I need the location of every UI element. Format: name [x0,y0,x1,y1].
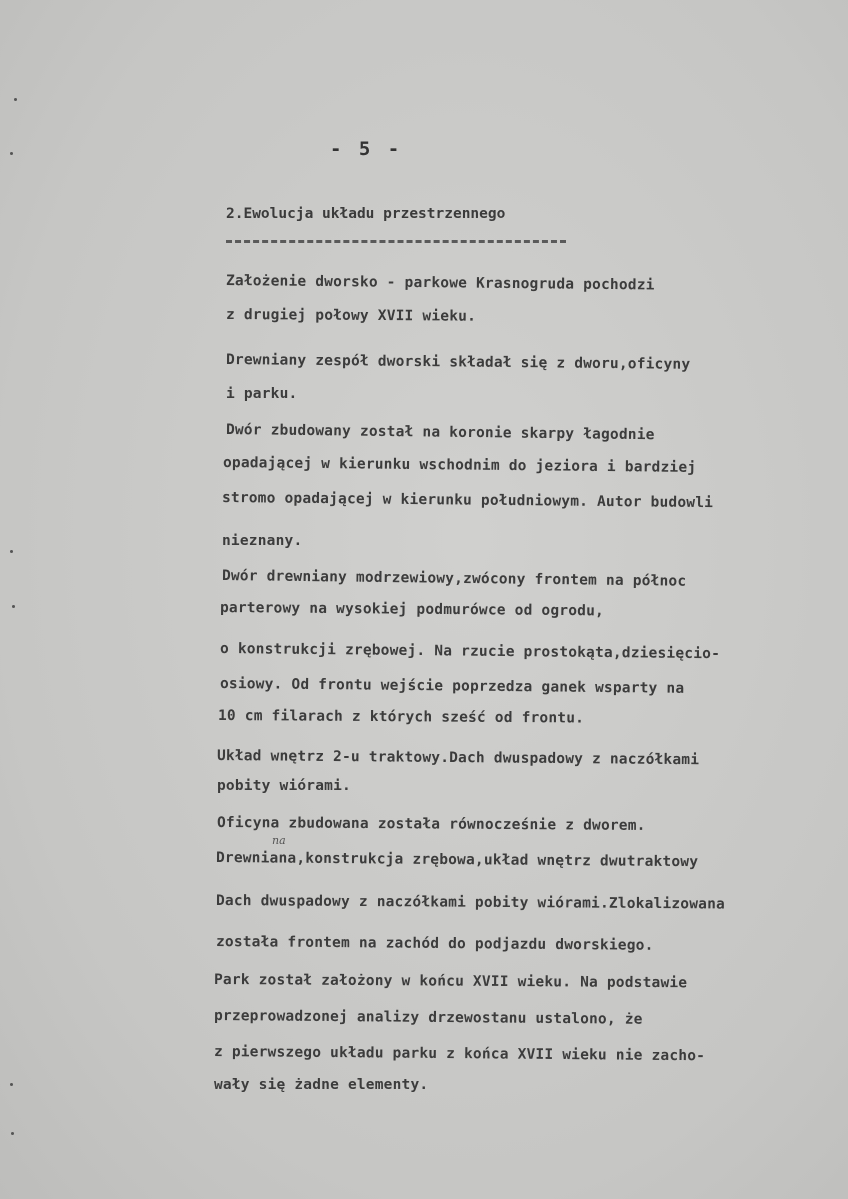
text-line: Oficyna zbudowana została równocześnie z dworem. [216,815,646,834]
section-heading: 2.Ewolucja układu przestrzennego [226,206,506,222]
heading-underline [226,240,566,243]
text-line: osiowy. Od frontu wejście poprzedza ganek wsparty na [219,676,685,697]
text-line: z pierwszego układu parku z końca XVII wieku nie zacho- [213,1044,706,1065]
margin-mark [14,98,17,101]
text-line: i parku. [226,386,298,402]
margin-mark [12,605,15,608]
text-line: Dwór zbudowany został na koronie skarpy łagodnie [225,422,655,444]
text-line: wały się żadne elementy. [214,1077,429,1093]
text-line: Drewniana,konstrukcja zrębowa,układ wnętrz dwutraktowy [215,850,699,871]
handwritten-annotation: na [272,834,286,847]
text-line: parterowy na wysokiej podmurówce od ogrodu, [219,600,605,620]
text-line: Dwór drewniany modrzewiowy,zwócony frontem na północ [221,568,687,590]
text-line: o konstrukcji zrębowej. Na rzucie prostokąta,dziesięcio- [219,641,721,663]
text-line: z drugiej połowy XVII wieku. [225,307,477,325]
text-line: opadającej w kierunku wschodnim do jeziora i bardziej [222,455,697,476]
text-line: Dach dwuspadowy z naczółkami pobity wiórami.Zlokalizowana [215,893,726,913]
margin-mark [11,1132,14,1135]
text-line: pobity wiórami. [217,778,351,794]
page-number: - 5 - [330,138,403,160]
margin-mark [10,550,13,553]
margin-mark [10,1083,13,1086]
text-line: przeprowadzonej analizy drzewostanu ustalono, że [213,1008,643,1028]
text-line: stromo opadającej w kierunku południowym. Autor budowli [221,490,714,512]
margin-mark [10,152,13,155]
text-line: Drewniany zespół dworski składał się z dworu,oficyny [225,352,691,373]
text-line: Park został założony w końcu XVII wieku. Na podstawie [213,972,688,992]
text-line: Założenie dworsko - parkowe Krasnogruda pochodzi [225,273,655,294]
text-line: 10 cm filarach z których sześć od frontu. [217,708,585,727]
text-line: została frontem na zachód do podjazdu dworskiego. [215,934,654,954]
text-line: nieznany. [222,533,303,549]
text-line: Układ wnętrz 2-u traktowy.Dach dwuspadowy z naczółkami [216,748,700,769]
